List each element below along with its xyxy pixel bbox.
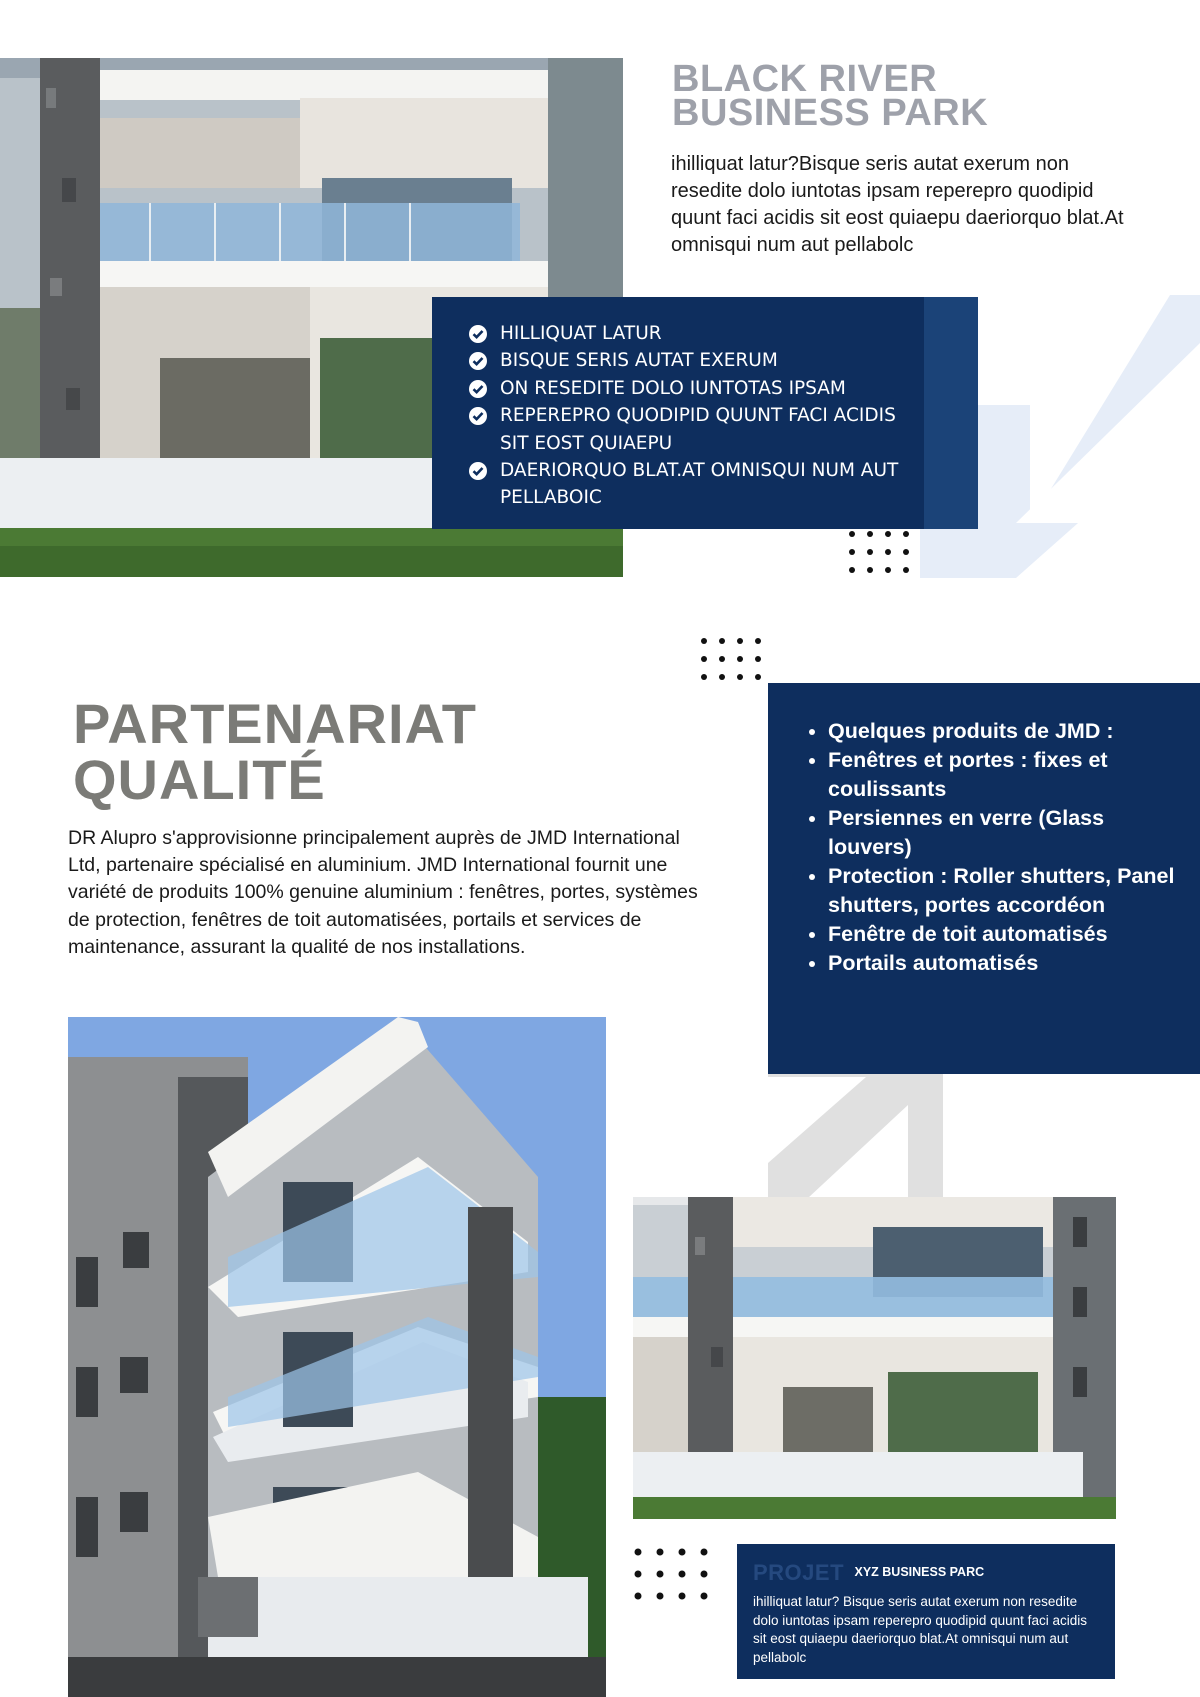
section-title-line: QUALITÉ [73, 748, 326, 811]
check-circle-icon [468, 461, 488, 481]
list-item-text: BISQUE SERIS AUTAT EXERUM [500, 350, 778, 372]
check-circle-icon [468, 406, 488, 426]
list-item [468, 347, 918, 374]
project-heading [753, 1560, 984, 1586]
list-item [468, 320, 918, 347]
list-item-text: ON RESEDITE DOLO IUNTOTAS IPSAM [500, 377, 846, 399]
panel-accent-strip [924, 297, 978, 529]
dot-grid-decoration [848, 530, 912, 580]
list-item: • Portails automatisés [828, 949, 1188, 978]
products-list [768, 717, 1188, 978]
project-label: PROJET [753, 1560, 845, 1585]
project-name: XYZ BUSINESS PARC [854, 1565, 985, 1579]
page-title-line: BUSINESS PARK [672, 92, 989, 134]
dot-grid-decoration [634, 1548, 712, 1604]
list-item-text: HILLIQUAT LATUR [500, 323, 662, 344]
check-circle-icon [468, 324, 488, 344]
list-item-text: DAERIORQUO BLAT.AT OMNISQUI NUM AUT PELLABOIC [500, 460, 899, 509]
feature-checklist [468, 320, 918, 512]
list-item: • Protection : Roller shutters, Panel shutters, portes accordéon [828, 862, 1188, 920]
products-panel [768, 683, 1200, 1074]
project-description: ihilliquat latur? Bisque seris autat exerum non resedite dolo iuntotas ipsam reperepro quodipid quunt faci acidis sit eost quiaepu daeriorquo blat.At omnisqui num aut pellabolc [753, 1594, 1087, 1665]
section-title [73, 692, 478, 811]
dot-grid-decoration [700, 637, 764, 687]
list-item: • Persiennes en verre (Glass louvers) [828, 804, 1188, 862]
list-item [468, 375, 918, 402]
intro-paragraph: ihilliquat latur?Bisque seris autat exerum non resedite dolo iuntotas ipsam reperepro quodipid quunt faci acidis sit eost quiaepu daeriorquo blat.At omnisqui num aut pellabolc [671, 153, 1124, 256]
check-circle-icon [468, 379, 488, 399]
list-item: • Quelques produits de JMD : [828, 717, 1188, 746]
list-item: • Fenêtres et portes : fixes et coulissants [828, 746, 1188, 804]
list-item: • Fenêtre de toit automatisés [828, 920, 1188, 949]
section-title-line: PARTENARIAT [73, 692, 478, 755]
building-photo-tall [68, 1017, 606, 1697]
list-item [468, 402, 918, 457]
page-title [672, 58, 989, 134]
list-item [468, 457, 918, 512]
project-card [737, 1544, 1115, 1679]
building-photo-small [633, 1197, 1116, 1519]
page-title-line: BLACK RIVER [672, 58, 938, 100]
check-circle-icon [468, 351, 488, 371]
list-item-text: REPEREPRO QUODIPID QUUNT FACI ACIDIS SIT EOST QUIAEPU [500, 405, 896, 454]
feature-checklist-panel [432, 297, 924, 529]
partner-paragraph: DR Alupro s'approvisionne principalement auprès de JMD International Ltd, partenaire spécialisé en aluminium. JMD International fournit une variété de produits 100% genuine aluminium : fenêtres, portes, systèmes de protection, fenêtres de toit automatisées, portails et services de maintenance, assurant la qualité de nos installations. [68, 827, 698, 958]
